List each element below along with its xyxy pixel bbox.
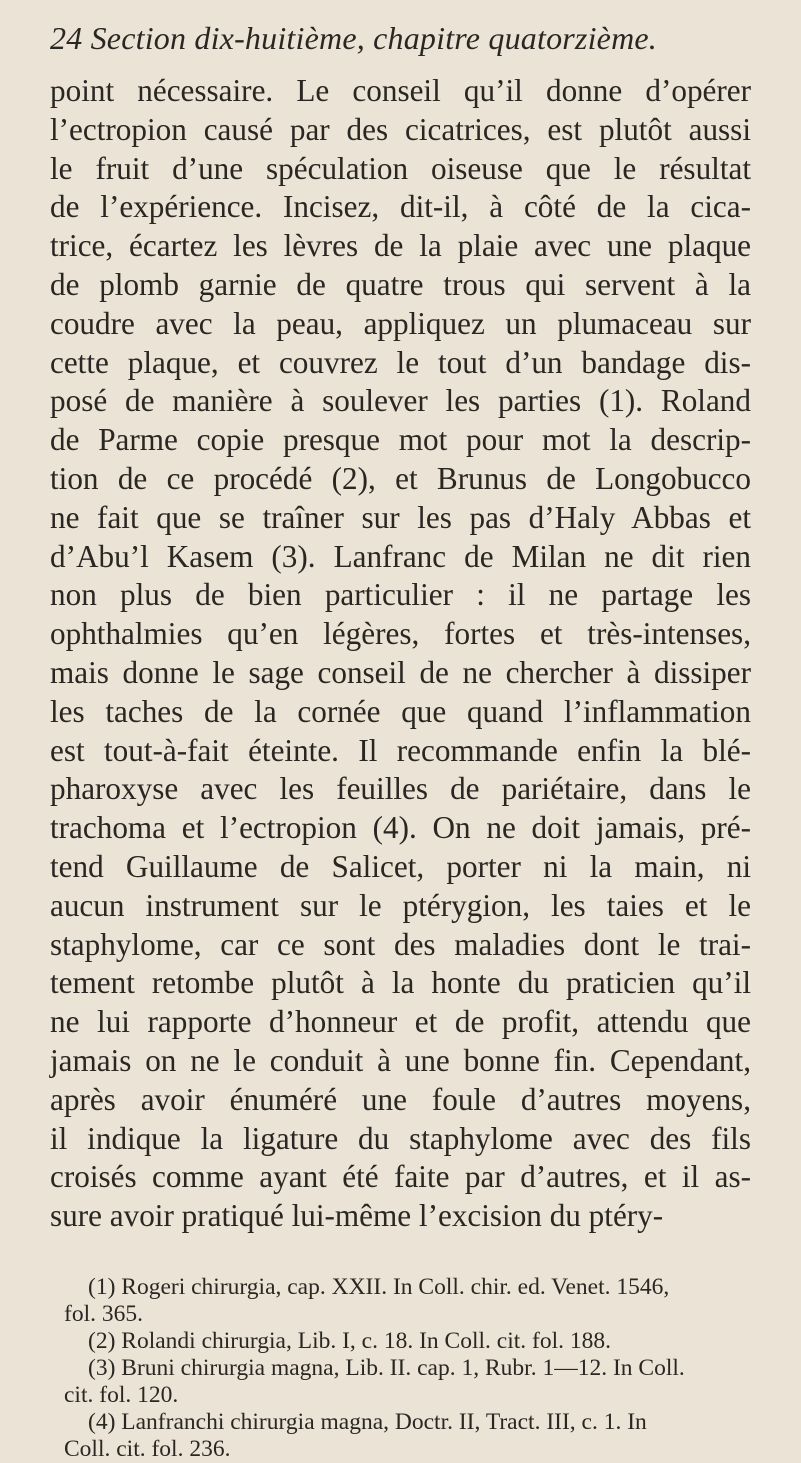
body-line: de plomb garnie de quatre trous qui servent à la bbox=[50, 266, 751, 302]
footnote-line: (1) Rogeri chirurgia, cap. XXII. In Coll. chir. ed. Venet. 1546, bbox=[88, 1273, 670, 1300]
body-line: sure avoir pratiqué lui-même l’excision du ptéry- bbox=[50, 1198, 664, 1234]
footnote-line: Coll. cit. fol. 236. bbox=[64, 1435, 231, 1462]
body-line: jamais on ne le conduit à une bonne fin. Cependant, bbox=[50, 1042, 751, 1078]
body-line: est tout-à-fait éteinte. Il recommande enfin la blé- bbox=[50, 732, 751, 768]
body-line: d’Abu’l Kasem (3). Lanfranc de Milan ne dit rien bbox=[50, 538, 751, 574]
body-line: croisés comme ayant été faite par d’autres, et il as- bbox=[50, 1159, 751, 1195]
body-line: trice, écartez les lèvres de la plaie avec une plaque bbox=[50, 228, 751, 264]
body-line: posé de manière à soulever les parties (1). Roland bbox=[50, 383, 751, 419]
body-line: mais donne le sage conseil de ne chercher à dissiper bbox=[50, 654, 751, 690]
body-line: tion de ce procédé (2), et Brunus de Longobucco bbox=[50, 460, 751, 496]
body-line: staphylome, car ce sont des maladies dont le trai- bbox=[50, 926, 751, 962]
body-text bbox=[50, 72, 751, 1236]
body-line: coudre avec la peau, appliquez un plumaceau sur bbox=[50, 305, 751, 341]
running-head: 24 Section dix-huitième, chapitre quatorzième. bbox=[50, 20, 657, 56]
footnote-line: (2) Rolandi chirurgia, Lib. I, c. 18. In Coll. cit. fol. 188. bbox=[88, 1327, 612, 1354]
body-line: non plus de bien particulier : il ne partage les bbox=[50, 577, 751, 613]
body-line: aucun instrument sur le ptérygion, les taies et le bbox=[50, 887, 751, 923]
body-line: pharoxyse avec les feuilles de pariétaire, dans le bbox=[50, 771, 751, 807]
body-line: tend Guillaume de Salicet, porter ni la main, ni bbox=[50, 848, 751, 884]
body-line: ne lui rapporte d’honneur et de profit, attendu que bbox=[50, 1004, 751, 1040]
body-line: ne fait que se traîner sur les pas d’Haly Abbas et bbox=[50, 499, 751, 535]
body-line: tement retombe plutôt à la honte du praticien qu’il bbox=[50, 965, 751, 1001]
footnote-line: (3) Bruni chirurgia magna, Lib. II. cap. 1, Rubr. 1—12. In Coll. bbox=[88, 1354, 685, 1381]
footnote-line: fol. 365. bbox=[64, 1300, 143, 1327]
body-line: point nécessaire. Le conseil qu’il donne d’opérer bbox=[50, 73, 751, 108]
body-line: de l’expérience. Incisez, dit-il, à côté de la cica- bbox=[50, 189, 751, 225]
footnote-line: (4) Lanfranchi chirurgia magna, Doctr. II, Tract. III, c. 1. In bbox=[88, 1408, 647, 1435]
body-line: il indique la ligature du staphylome avec des fils bbox=[50, 1120, 751, 1156]
body-line: ophthalmies qu’en légères, fortes et très-intenses, bbox=[50, 616, 751, 652]
body-line: après avoir énuméré une foule d’autres moyens, bbox=[50, 1081, 751, 1117]
body-line: le fruit d’une spéculation oiseuse que le résultat bbox=[50, 150, 751, 186]
footnote-line: cit. fol. 120. bbox=[64, 1381, 179, 1408]
body-line: de Parme copie presque mot pour mot la descrip- bbox=[50, 422, 751, 458]
body-line: cette plaque, et couvrez le tout d’un bandage dis- bbox=[50, 344, 751, 380]
footnotes bbox=[64, 1274, 751, 1463]
body-line: les taches de la cornée que quand l’inflammation bbox=[50, 693, 751, 729]
body-line: l’ectropion causé par des cicatrices, est plutôt aussi bbox=[50, 111, 751, 147]
body-line: trachoma et l’ectropion (4). On ne doit jamais, pré- bbox=[50, 810, 751, 846]
